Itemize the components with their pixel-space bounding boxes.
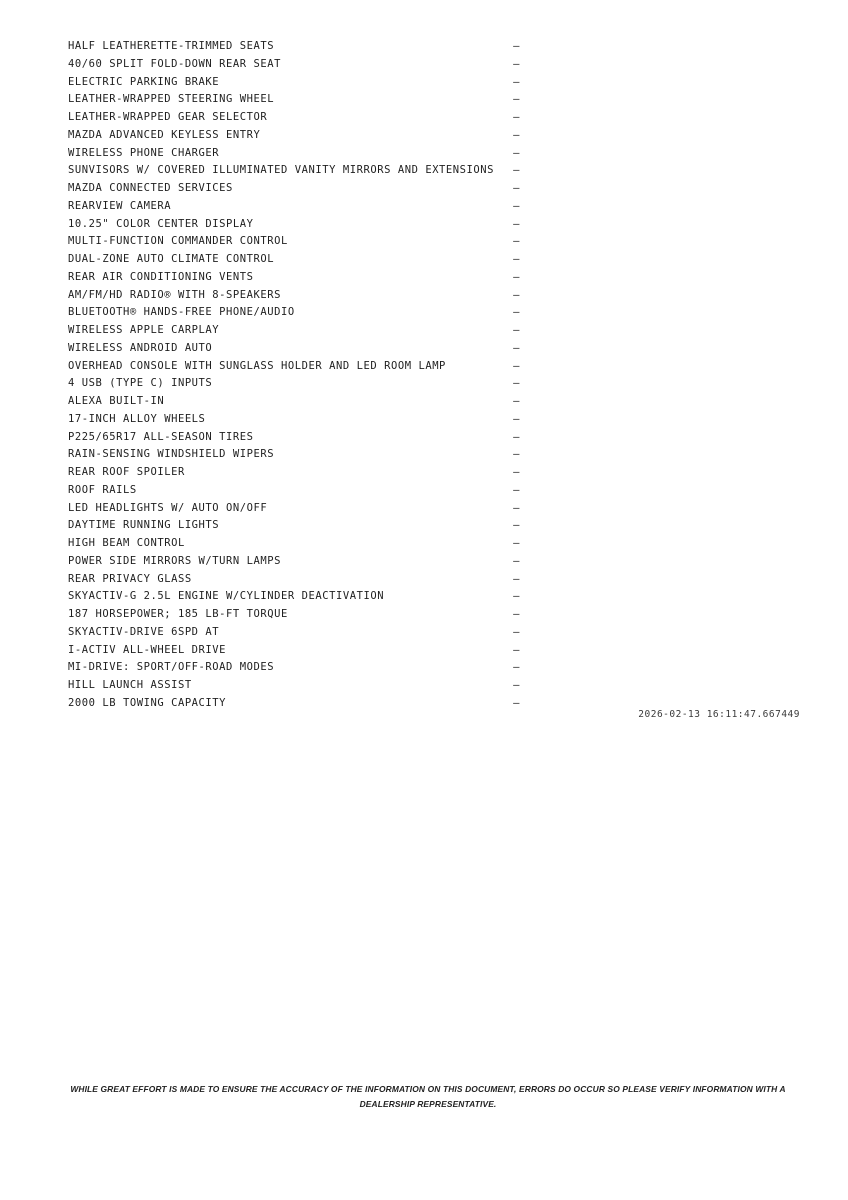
feature-availability-mark: – [513,590,520,603]
feature-availability-mark: – [513,679,520,691]
feature-label: 187 HORSEPOWER; 185 LB-FT TORQUE [68,608,288,620]
feature-label: WIRELESS PHONE CHARGER [68,146,220,159]
feature-availability-mark: – [513,40,520,52]
feature-label: SKYACTIV-G 2.5L ENGINE W/CYLINDER DEACTIVATION [68,590,385,603]
feature-row [68,109,520,127]
feature-label: I-ACTIV ALL-WHEEL DRIVE [68,643,227,656]
feature-row [68,145,520,163]
feature-row [68,553,520,571]
feature-availability-mark: – [513,696,520,709]
feature-row [68,127,520,145]
feature-availability-mark: – [513,359,520,372]
feature-availability-mark: – [513,93,520,106]
feature-label: MULTI-FUNCTION COMMANDER CONTROL [68,235,288,248]
feature-row [68,677,520,695]
feature-row [68,482,520,500]
feature-row [68,269,520,287]
feature-availability-mark: – [513,217,520,230]
feature-availability-mark: – [513,572,520,585]
feature-row [68,588,520,606]
feature-label: REAR PRIVACY GLASS [68,572,192,585]
feature-availability-mark: – [513,643,520,656]
feature-label: DUAL-ZONE AUTO CLIMATE CONTROL [68,253,275,265]
feature-row [68,393,520,411]
feature-label: 2000 LB TOWING CAPACITY [68,696,227,709]
feature-row [68,464,520,482]
feature-availability-mark: – [513,324,520,336]
feature-availability-mark: – [513,253,520,265]
feature-availability-mark: – [513,235,520,248]
feature-row [68,535,520,553]
feature-row [68,606,520,624]
feature-label: REAR ROOF SPOILER [68,466,185,478]
feature-availability-mark: – [513,341,520,354]
feature-row [68,251,520,269]
feature-label: LEATHER-WRAPPED GEAR SELECTOR [68,111,268,123]
feature-label: OVERHEAD CONSOLE WITH SUNGLASS HOLDER AND LED ROOM LAMP [68,359,446,372]
feature-row [68,500,520,518]
feature-row [68,642,520,660]
feature-label: WIRELESS APPLE CARPLAY [68,324,220,336]
feature-row [68,233,520,251]
feature-label: BLUETOOTH® HANDS-FREE PHONE/AUDIO [68,306,295,319]
feature-availability-mark: – [513,501,520,514]
feature-label: 40/60 SPLIT FOLD-DOWN REAR SEAT [68,57,282,70]
feature-label: ALEXA BUILT-IN [68,395,165,407]
feature-label: 4 USB (TYPE C) INPUTS [68,377,213,390]
feature-row [68,695,520,713]
feature-availability-mark: – [513,182,520,194]
feature-availability-mark: – [513,377,520,390]
feature-label: ELECTRIC PARKING BRAKE [68,75,220,88]
feature-row [68,446,520,464]
feature-availability-mark: – [513,199,520,212]
feature-label: DAYTIME RUNNING LIGHTS [68,519,220,532]
feature-row [68,216,520,234]
feature-availability-mark: – [513,306,520,319]
feature-availability-mark: – [513,661,520,674]
feature-row [68,287,520,305]
feature-label: AM/FM/HD RADIO® WITH 8-SPEAKERS [68,288,282,301]
feature-label: LED HEADLIGHTS W/ AUTO ON/OFF [68,501,268,514]
feature-row [68,304,520,322]
feature-availability-mark: – [513,75,520,88]
feature-availability-mark: – [513,625,520,638]
feature-label: HILL LAUNCH ASSIST [68,679,192,691]
feature-label: MI-DRIVE: SPORT/OFF-ROAD MODES [68,661,275,674]
feature-label: P225/65R17 ALL-SEASON TIRES [68,430,254,443]
feature-availability-mark: – [513,128,520,141]
feature-label: LEATHER-WRAPPED STEERING WHEEL [68,93,275,106]
feature-label: 17-INCH ALLOY WHEELS [68,412,206,425]
feature-row [68,38,520,56]
feature-row [68,375,520,393]
feature-availability-mark: – [513,288,520,301]
feature-label: HALF LEATHERETTE-TRIMMED SEATS [68,40,275,52]
feature-label: SUNVISORS W/ COVERED ILLUMINATED VANITY MIRRORS AND EXTENSIONS [68,164,495,177]
feature-availability-mark: – [513,466,520,478]
disclaimer-text: WHILE GREAT EFFORT IS MADE TO ENSURE THE ACCURACY OF THE INFORMATION ON THIS DOCUMENT, ERRORS DO OCCUR SO PLEASE VERIFY INFORMATION WITH A DEALERSHIP REPRESENTATIVE. [70,1084,786,1109]
feature-availability-mark: – [513,430,520,443]
feature-availability-mark: – [513,395,520,407]
feature-label: WIRELESS ANDROID AUTO [68,341,213,354]
feature-row [68,180,520,198]
feature-row [68,74,520,92]
feature-row [68,56,520,74]
feature-availability-mark: – [513,111,520,123]
feature-availability-mark: – [513,164,520,177]
feature-availability-mark: – [513,519,520,532]
feature-label: REARVIEW CAMERA [68,199,172,212]
feature-row [68,198,520,216]
feature-label: ROOF RAILS [68,483,137,496]
feature-availability-mark: – [513,448,520,461]
feature-row [68,358,520,376]
feature-availability-mark: – [513,57,520,70]
feature-row [68,624,520,642]
feature-label: SKYACTIV-DRIVE 6SPD AT [68,625,220,638]
feature-availability-mark: – [513,146,520,159]
feature-availability-mark: – [513,412,520,425]
feature-row [68,340,520,358]
feature-label: MAZDA ADVANCED KEYLESS ENTRY [68,128,261,141]
feature-label: RAIN-SENSING WINDSHIELD WIPERS [68,448,275,461]
feature-availability-mark: – [513,608,520,620]
feature-label: MAZDA CONNECTED SERVICES [68,182,233,194]
feature-label: HIGH BEAM CONTROL [68,537,185,549]
feature-label: REAR AIR CONDITIONING VENTS [68,270,254,283]
feature-label: 10.25" COLOR CENTER DISPLAY [68,217,254,230]
feature-row [68,322,520,340]
feature-row [68,429,520,447]
feature-row [68,517,520,535]
feature-list [68,38,520,713]
feature-row [68,162,520,180]
feature-label: POWER SIDE MIRRORS W/TURN LAMPS [68,554,282,567]
feature-row [68,91,520,109]
feature-row [68,571,520,589]
feature-availability-mark: – [513,554,520,567]
feature-row [68,411,520,429]
feature-availability-mark: – [513,483,520,496]
feature-availability-mark: – [513,270,520,283]
feature-row [68,659,520,677]
generated-timestamp: 2026-02-13 16:11:47.667449 [638,709,800,720]
feature-availability-mark: – [513,537,520,549]
